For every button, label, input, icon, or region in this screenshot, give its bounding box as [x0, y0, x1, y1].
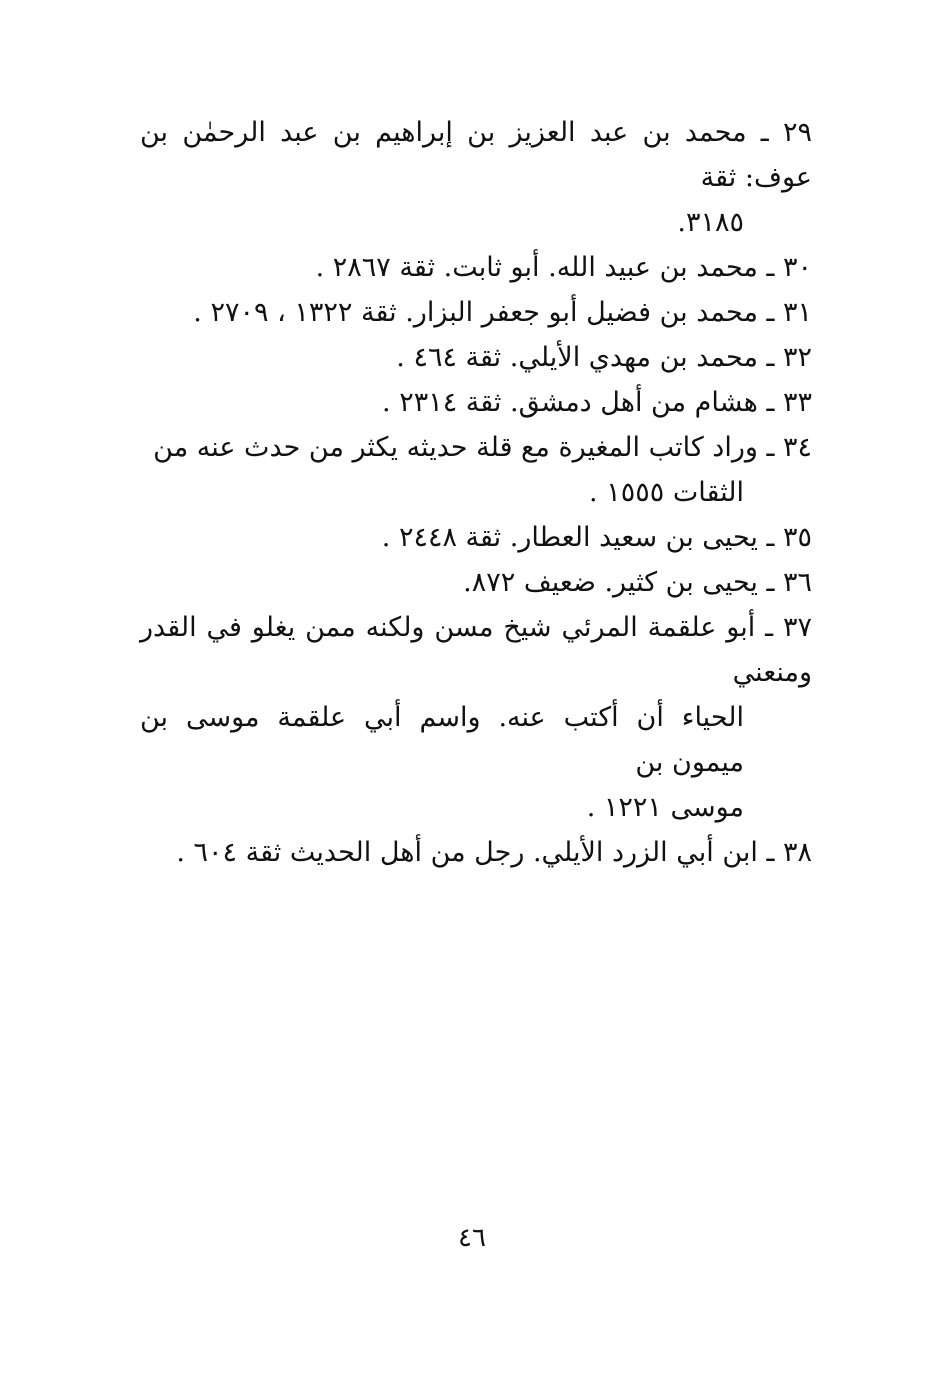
list-item-31	[140, 290, 812, 335]
page-number: ٤٦	[458, 1223, 486, 1253]
entry-line: ٣١ ـ محمد بن فضيل أبو جعفر البزار. ثقة ١٣٢٢ ، ٢٧٠٩ .	[193, 297, 812, 328]
entry-line: ٣٣ ـ هشام من أهل دمشق. ثقة ٢٣١٤ .	[382, 387, 812, 418]
narrator-list	[140, 110, 812, 875]
list-item-32	[140, 335, 812, 380]
entry-line: ٣٥ ـ يحيى بن سعيد العطار. ثقة ٢٤٤٨ .	[381, 522, 812, 553]
entry-line: ٣٠ ـ محمد بن عبيد الله. أبو ثابت. ثقة ٢٨٦٧ .	[315, 252, 812, 283]
list-item-37-continuation-2	[140, 785, 812, 830]
list-item-30	[140, 245, 812, 290]
entry-line: الثقات ١٥٥٥ .	[589, 477, 744, 508]
list-item-35	[140, 515, 812, 560]
entry-line: ٣٧ ـ أبو علقمة المرئي شيخ مسن ولكنه ممن يغلو في القدر ومنعني	[140, 612, 812, 688]
list-item-29	[140, 110, 812, 200]
entry-line: ٣٤ ـ وراد كاتب المغيرة مع قلة حديثه يكثر من حدث عنه من	[153, 432, 812, 463]
list-item-37-continuation	[140, 695, 812, 785]
list-item-37	[140, 605, 812, 695]
list-item-38	[140, 830, 812, 875]
entry-line: ٢٩ ـ محمد بن عبد العزيز بن إبراهيم بن عبد الرحمٰن بن عوف: ثقة	[140, 117, 812, 193]
entry-line: ٣٢ ـ محمد بن مهدي الأيلي. ثقة ٤٦٤ .	[396, 342, 812, 373]
list-item-29-continuation	[140, 200, 812, 245]
list-item-36	[140, 560, 812, 605]
entry-line: ٣١٨٥.	[677, 207, 744, 238]
entry-line: ٣٨ ـ ابن أبي الزرد الأيلي. رجل من أهل الحديث ثقة ٦٠٤ .	[176, 837, 812, 868]
entry-line: الحياء أن أكتب عنه. واسم أبي علقمة موسى بن ميمون بن	[140, 702, 744, 778]
entry-line: موسى ١٢٢١ .	[586, 792, 744, 823]
list-item-33	[140, 380, 812, 425]
entry-line: ٣٦ ـ يحيى بن كثير. ضعيف ٨٧٢.	[463, 567, 812, 598]
list-item-34-continuation	[140, 470, 812, 515]
list-item-34	[140, 425, 812, 470]
